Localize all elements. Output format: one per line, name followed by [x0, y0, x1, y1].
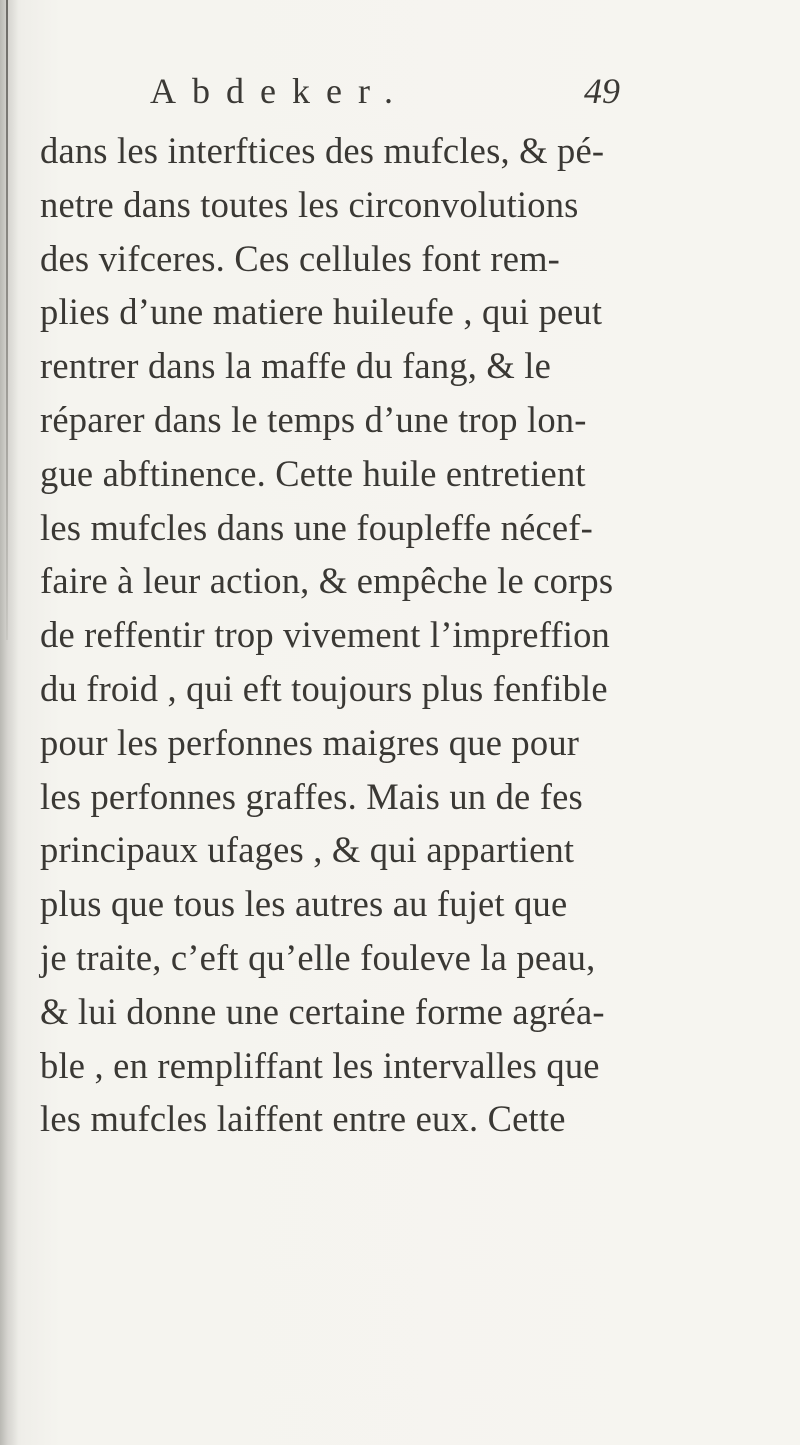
text-line-3: des vifceres. Ces cellules font rem-: [40, 237, 561, 279]
text-line-12: pour les perfonnes maigres que pour: [40, 721, 580, 763]
text-line-9: faire à leur action, & empêche le corps: [40, 560, 614, 602]
text-line-4: plies d’une matiere huileufe , qui peut: [40, 291, 603, 333]
text-line-5: rentrer dans la maffe du fang, & le: [40, 345, 552, 387]
text-line-19: les mufcles laiffent entre eux. Cette: [40, 1098, 566, 1140]
text-line-17: & lui donne une certaine forme agréa-: [40, 990, 605, 1032]
text-line-11: du froid , qui eft toujours plus fenfible: [40, 667, 608, 709]
body-text: [40, 124, 760, 1146]
text-line-7: gue abftinence. Cette huile entretient: [40, 452, 586, 494]
binding-edge: [6, 0, 8, 640]
text-line-16: je traite, c’eft qu’elle fouleve la peau,: [40, 936, 596, 978]
text-line-15: plus que tous les autres au fujet que: [40, 883, 568, 925]
text-line-10: de reffentir trop vivement l’impreffion: [40, 614, 610, 656]
text-line-1: dans les interftices des mufcles, & pé-: [40, 130, 605, 171]
running-head: Abdeker.: [150, 71, 409, 111]
page-gutter-shadow: [0, 0, 18, 1445]
text-line-8: les mufcles dans une foupleffe nécef-: [40, 506, 593, 548]
page-header: [150, 70, 710, 120]
text-line-14: principaux ufages , & qui appartient: [40, 829, 575, 871]
page-number: 49: [584, 71, 620, 111]
text-line-18: ble , en rempliffant les intervalles que: [40, 1044, 600, 1086]
text-line-13: les perfonnes graffes. Mais un de fes: [40, 775, 583, 817]
text-line-6: réparer dans le temps d’une trop lon-: [40, 398, 587, 440]
text-line-2: netre dans toutes les circonvolutions: [40, 183, 579, 225]
